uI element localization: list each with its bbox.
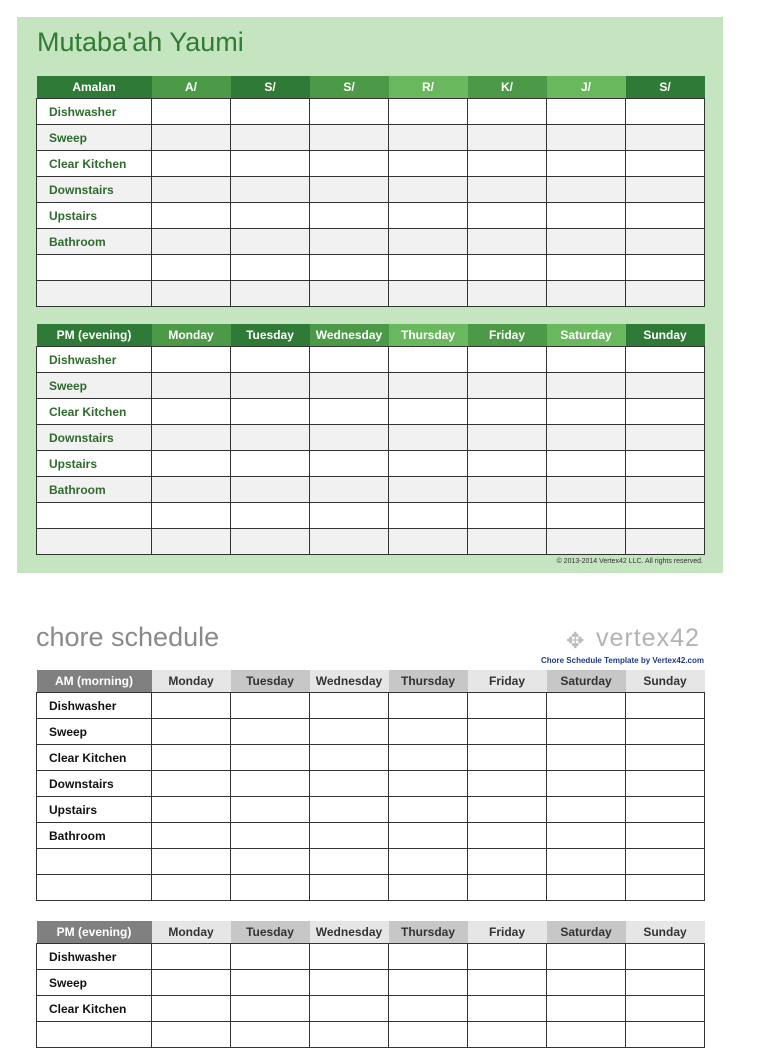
schedule-cell[interactable] (152, 996, 231, 1022)
schedule-cell[interactable] (468, 503, 547, 529)
schedule-cell[interactable] (626, 281, 705, 307)
schedule-cell[interactable] (152, 503, 231, 529)
schedule-cell[interactable] (389, 99, 468, 125)
gray-header-cell: Tuesday (231, 670, 310, 693)
schedule-cell[interactable] (626, 477, 705, 503)
schedule-cell[interactable] (310, 693, 389, 719)
gray-header-cell: Sunday (626, 921, 705, 944)
schedule-cell[interactable] (626, 719, 705, 745)
chore-label: Sweep (37, 125, 152, 151)
gray-header-cell: Wednesday (310, 670, 389, 693)
gray-header-cell: Saturday (547, 670, 626, 693)
green-pm-table (36, 324, 705, 555)
green-schedule-row (37, 425, 705, 451)
schedule-cell[interactable] (152, 255, 231, 281)
schedule-cell[interactable] (468, 425, 547, 451)
schedule-cell[interactable] (547, 373, 626, 399)
gray-header-cell: Saturday (547, 921, 626, 944)
schedule-cell[interactable] (310, 203, 389, 229)
schedule-cell[interactable] (468, 177, 547, 203)
schedule-cell[interactable] (310, 347, 389, 373)
schedule-cell[interactable] (547, 255, 626, 281)
chore-label: Upstairs (37, 203, 152, 229)
schedule-cell[interactable] (231, 229, 310, 255)
schedule-cell[interactable] (389, 823, 468, 849)
schedule-cell[interactable] (231, 1022, 310, 1048)
gray-header-cell: AM (morning) (37, 670, 152, 693)
schedule-cell[interactable] (626, 125, 705, 151)
schedule-cell[interactable] (389, 797, 468, 823)
schedule-cell[interactable] (389, 970, 468, 996)
schedule-cell[interactable] (626, 693, 705, 719)
chore-label (37, 875, 152, 901)
schedule-cell[interactable] (310, 503, 389, 529)
chore-label: Clear Kitchen (37, 151, 152, 177)
schedule-cell[interactable] (547, 347, 626, 373)
schedule-cell[interactable] (310, 255, 389, 281)
gray-schedule-row (37, 797, 705, 823)
schedule-cell[interactable] (547, 1022, 626, 1048)
schedule-cell[interactable] (310, 996, 389, 1022)
chore-label: Clear Kitchen (37, 399, 152, 425)
gray-schedule-row (37, 970, 705, 996)
schedule-cell[interactable] (389, 151, 468, 177)
vertex42-logo: vertex42 (596, 624, 700, 652)
green-header-cell: K/ (468, 76, 547, 99)
schedule-cell[interactable] (547, 771, 626, 797)
green-header-cell: S/ (626, 76, 705, 99)
chore-label: Downstairs (37, 425, 152, 451)
schedule-cell[interactable] (310, 719, 389, 745)
schedule-cell[interactable] (389, 693, 468, 719)
schedule-cell[interactable] (626, 451, 705, 477)
green-schedule-row (37, 399, 705, 425)
chore-label (37, 529, 152, 555)
gray-schedule-row (37, 849, 705, 875)
schedule-cell[interactable] (231, 996, 310, 1022)
green-header-cell: Friday (468, 324, 547, 347)
schedule-cell[interactable] (389, 477, 468, 503)
schedule-cell[interactable] (468, 451, 547, 477)
chore-label: Dishwasher (37, 347, 152, 373)
chore-schedule-title: chore schedule (36, 622, 220, 652)
schedule-cell[interactable] (468, 399, 547, 425)
gray-header-cell: Thursday (389, 921, 468, 944)
schedule-cell[interactable] (152, 281, 231, 307)
schedule-cell[interactable] (468, 347, 547, 373)
schedule-cell[interactable] (310, 229, 389, 255)
green-schedule-row (37, 503, 705, 529)
schedule-cell[interactable] (547, 849, 626, 875)
schedule-cell[interactable] (547, 745, 626, 771)
schedule-cell[interactable] (152, 425, 231, 451)
schedule-cell[interactable] (626, 177, 705, 203)
schedule-cell[interactable] (547, 177, 626, 203)
schedule-cell[interactable] (310, 1022, 389, 1048)
schedule-cell[interactable] (547, 399, 626, 425)
template-link[interactable]: Chore Schedule Template by Vertex42.com (540, 656, 704, 665)
schedule-cell[interactable] (468, 693, 547, 719)
schedule-cell[interactable] (389, 281, 468, 307)
schedule-cell[interactable] (547, 693, 626, 719)
chore-label: Downstairs (37, 771, 152, 797)
green-header-cell: A/ (152, 76, 231, 99)
schedule-cell[interactable] (468, 99, 547, 125)
schedule-cell[interactable] (310, 177, 389, 203)
schedule-cell[interactable] (152, 719, 231, 745)
schedule-cell[interactable] (389, 399, 468, 425)
schedule-cell[interactable] (547, 229, 626, 255)
schedule-cell[interactable] (389, 425, 468, 451)
schedule-cell[interactable] (231, 797, 310, 823)
schedule-cell[interactable] (389, 177, 468, 203)
green-header-cell: Sunday (626, 324, 705, 347)
schedule-cell[interactable] (310, 944, 389, 970)
schedule-cell[interactable] (626, 255, 705, 281)
schedule-cell[interactable] (626, 229, 705, 255)
green-header-cell: Monday (152, 324, 231, 347)
vertex42-logo-icon: ✥ (566, 628, 585, 653)
schedule-cell[interactable] (231, 399, 310, 425)
schedule-cell[interactable] (310, 771, 389, 797)
green-header-cell: R/ (389, 76, 468, 99)
schedule-cell[interactable] (389, 203, 468, 229)
schedule-cell[interactable] (310, 425, 389, 451)
chore-label (37, 1022, 152, 1048)
schedule-cell[interactable] (468, 996, 547, 1022)
schedule-cell[interactable] (310, 745, 389, 771)
schedule-cell[interactable] (547, 151, 626, 177)
schedule-cell[interactable] (310, 125, 389, 151)
schedule-cell[interactable] (547, 99, 626, 125)
green-schedule-row (37, 99, 705, 125)
schedule-cell[interactable] (152, 125, 231, 151)
green-schedule-row (37, 177, 705, 203)
schedule-cell[interactable] (152, 151, 231, 177)
schedule-cell[interactable] (152, 875, 231, 901)
gray-header-cell: PM (evening) (37, 921, 152, 944)
green-header-cell: Wednesday (310, 324, 389, 347)
schedule-cell[interactable] (310, 451, 389, 477)
green-sheet-title: Mutaba'ah Yaumi (37, 27, 244, 57)
schedule-cell[interactable] (310, 99, 389, 125)
schedule-cell[interactable] (547, 823, 626, 849)
gray-header-cell: Friday (468, 921, 547, 944)
gray-header-cell: Monday (152, 670, 231, 693)
schedule-cell[interactable] (152, 823, 231, 849)
schedule-cell[interactable] (389, 745, 468, 771)
schedule-cell[interactable] (231, 425, 310, 451)
schedule-cell[interactable] (310, 399, 389, 425)
chore-label: Bathroom (37, 229, 152, 255)
schedule-cell[interactable] (231, 373, 310, 399)
schedule-cell[interactable] (626, 151, 705, 177)
chore-label: Dishwasher (37, 99, 152, 125)
schedule-cell[interactable] (310, 970, 389, 996)
schedule-cell[interactable] (152, 970, 231, 996)
schedule-cell[interactable] (152, 399, 231, 425)
chore-label: Bathroom (37, 823, 152, 849)
schedule-cell[interactable] (468, 797, 547, 823)
schedule-cell[interactable] (468, 970, 547, 996)
green-schedule-row (37, 255, 705, 281)
schedule-cell[interactable] (152, 849, 231, 875)
schedule-cell[interactable] (468, 823, 547, 849)
schedule-cell[interactable] (468, 229, 547, 255)
schedule-cell[interactable] (468, 944, 547, 970)
gray-schedule-row (37, 745, 705, 771)
schedule-cell[interactable] (626, 399, 705, 425)
gray-header-cell: Tuesday (231, 921, 310, 944)
schedule-cell[interactable] (626, 944, 705, 970)
gray-schedule-row (37, 1022, 705, 1048)
schedule-cell[interactable] (310, 823, 389, 849)
schedule-cell[interactable] (389, 451, 468, 477)
schedule-cell[interactable] (152, 693, 231, 719)
schedule-cell[interactable] (231, 151, 310, 177)
chore-label: Dishwasher (37, 944, 152, 970)
green-schedule-row (37, 203, 705, 229)
schedule-cell[interactable] (626, 797, 705, 823)
schedule-cell[interactable] (468, 373, 547, 399)
gray-pm-table (36, 921, 705, 1048)
schedule-cell[interactable] (547, 944, 626, 970)
gray-schedule-row (37, 693, 705, 719)
schedule-cell[interactable] (389, 771, 468, 797)
schedule-cell[interactable] (152, 1022, 231, 1048)
schedule-cell[interactable] (547, 996, 626, 1022)
schedule-cell[interactable] (231, 203, 310, 229)
gray-am-table (36, 670, 705, 901)
green-schedule-row (37, 529, 705, 555)
schedule-cell[interactable] (389, 996, 468, 1022)
gray-schedule-row (37, 719, 705, 745)
green-schedule-row (37, 229, 705, 255)
schedule-cell[interactable] (231, 719, 310, 745)
schedule-cell[interactable] (626, 875, 705, 901)
green-schedule-row (37, 281, 705, 307)
schedule-cell[interactable] (231, 849, 310, 875)
chore-label (37, 255, 152, 281)
gray-schedule-row (37, 944, 705, 970)
schedule-cell[interactable] (152, 944, 231, 970)
schedule-cell[interactable] (152, 477, 231, 503)
schedule-cell[interactable] (231, 451, 310, 477)
green-header-cell: Amalan (37, 76, 152, 99)
schedule-cell[interactable] (231, 503, 310, 529)
schedule-cell[interactable] (231, 875, 310, 901)
schedule-cell[interactable] (389, 1022, 468, 1048)
chore-label: Upstairs (37, 797, 152, 823)
green-header-cell: PM (evening) (37, 324, 152, 347)
chore-label: Clear Kitchen (37, 745, 152, 771)
chore-label: Downstairs (37, 177, 152, 203)
schedule-cell[interactable] (310, 373, 389, 399)
chore-label: Clear Kitchen (37, 996, 152, 1022)
schedule-cell[interactable] (626, 745, 705, 771)
schedule-cell[interactable] (626, 503, 705, 529)
green-schedule-row (37, 477, 705, 503)
schedule-cell[interactable] (547, 477, 626, 503)
copyright-notice: © 2013-2014 Vertex42 LLC. All rights reserved. (556, 558, 703, 565)
schedule-cell[interactable] (626, 529, 705, 555)
schedule-cell[interactable] (389, 944, 468, 970)
chore-label: Bathroom (37, 477, 152, 503)
schedule-cell[interactable] (389, 373, 468, 399)
schedule-cell[interactable] (152, 745, 231, 771)
schedule-cell[interactable] (231, 529, 310, 555)
schedule-cell[interactable] (626, 373, 705, 399)
green-header-cell: S/ (310, 76, 389, 99)
schedule-cell[interactable] (547, 451, 626, 477)
schedule-cell[interactable] (547, 281, 626, 307)
gray-header-cell: Friday (468, 670, 547, 693)
schedule-cell[interactable] (468, 255, 547, 281)
green-schedule-row (37, 373, 705, 399)
schedule-cell[interactable] (547, 875, 626, 901)
schedule-cell[interactable] (626, 771, 705, 797)
schedule-cell[interactable] (389, 849, 468, 875)
schedule-cell[interactable] (547, 797, 626, 823)
gray-schedule-row (37, 875, 705, 901)
schedule-cell[interactable] (468, 875, 547, 901)
chore-label (37, 281, 152, 307)
green-schedule-row (37, 347, 705, 373)
schedule-cell[interactable] (310, 875, 389, 901)
schedule-cell[interactable] (231, 693, 310, 719)
green-header-cell: Saturday (547, 324, 626, 347)
schedule-cell[interactable] (468, 719, 547, 745)
schedule-cell[interactable] (626, 1022, 705, 1048)
gray-header-cell: Wednesday (310, 921, 389, 944)
schedule-cell[interactable] (231, 125, 310, 151)
schedule-cell[interactable] (152, 229, 231, 255)
gray-header-cell: Monday (152, 921, 231, 944)
schedule-cell[interactable] (547, 425, 626, 451)
schedule-cell[interactable] (626, 203, 705, 229)
green-schedule-row (37, 451, 705, 477)
green-header-cell: S/ (231, 76, 310, 99)
schedule-cell[interactable] (310, 477, 389, 503)
schedule-cell[interactable] (152, 177, 231, 203)
schedule-cell[interactable] (231, 255, 310, 281)
gray-schedule-row (37, 771, 705, 797)
schedule-cell[interactable] (547, 719, 626, 745)
schedule-cell[interactable] (310, 849, 389, 875)
schedule-cell[interactable] (231, 177, 310, 203)
schedule-cell[interactable] (468, 529, 547, 555)
schedule-cell[interactable] (626, 996, 705, 1022)
schedule-cell[interactable] (152, 797, 231, 823)
schedule-cell[interactable] (231, 347, 310, 373)
schedule-cell[interactable] (231, 99, 310, 125)
schedule-cell[interactable] (547, 503, 626, 529)
green-header-cell: Tuesday (231, 324, 310, 347)
schedule-cell[interactable] (547, 125, 626, 151)
schedule-cell[interactable] (468, 745, 547, 771)
schedule-cell[interactable] (468, 477, 547, 503)
schedule-cell[interactable] (389, 229, 468, 255)
chore-label (37, 503, 152, 529)
chore-label (37, 849, 152, 875)
schedule-cell[interactable] (468, 771, 547, 797)
schedule-cell[interactable] (626, 99, 705, 125)
schedule-cell[interactable] (231, 944, 310, 970)
schedule-cell[interactable] (152, 347, 231, 373)
schedule-cell[interactable] (468, 849, 547, 875)
schedule-cell[interactable] (389, 719, 468, 745)
schedule-cell[interactable] (152, 203, 231, 229)
schedule-cell[interactable] (468, 1022, 547, 1048)
schedule-cell[interactable] (231, 745, 310, 771)
schedule-cell[interactable] (547, 529, 626, 555)
green-schedule-row (37, 151, 705, 177)
gray-header-cell: Sunday (626, 670, 705, 693)
schedule-cell[interactable] (468, 281, 547, 307)
schedule-cell[interactable] (389, 347, 468, 373)
schedule-cell[interactable] (152, 373, 231, 399)
schedule-cell[interactable] (626, 347, 705, 373)
schedule-cell[interactable] (231, 823, 310, 849)
schedule-cell[interactable] (468, 125, 547, 151)
schedule-cell[interactable] (152, 99, 231, 125)
schedule-cell[interactable] (152, 529, 231, 555)
schedule-cell[interactable] (152, 451, 231, 477)
chore-label: Sweep (37, 970, 152, 996)
schedule-cell[interactable] (626, 425, 705, 451)
schedule-cell[interactable] (626, 849, 705, 875)
schedule-cell[interactable] (389, 255, 468, 281)
schedule-cell[interactable] (389, 503, 468, 529)
gray-schedule-row (37, 996, 705, 1022)
green-am-table (36, 76, 705, 307)
schedule-cell[interactable] (468, 151, 547, 177)
chore-label: Upstairs (37, 451, 152, 477)
chore-label: Sweep (37, 719, 152, 745)
schedule-cell[interactable] (152, 771, 231, 797)
chore-label: Dishwasher (37, 693, 152, 719)
schedule-cell[interactable] (547, 203, 626, 229)
schedule-cell[interactable] (626, 823, 705, 849)
schedule-cell[interactable] (231, 771, 310, 797)
schedule-cell[interactable] (547, 970, 626, 996)
chore-label: Sweep (37, 373, 152, 399)
schedule-cell[interactable] (310, 797, 389, 823)
schedule-cell[interactable] (389, 875, 468, 901)
schedule-cell[interactable] (310, 281, 389, 307)
green-schedule-row (37, 125, 705, 151)
gray-header-cell: Thursday (389, 670, 468, 693)
schedule-cell[interactable] (389, 125, 468, 151)
schedule-cell[interactable] (231, 970, 310, 996)
schedule-cell[interactable] (310, 151, 389, 177)
green-header-cell: J/ (547, 76, 626, 99)
gray-schedule-row (37, 823, 705, 849)
schedule-cell[interactable] (468, 203, 547, 229)
schedule-cell[interactable] (389, 529, 468, 555)
schedule-cell[interactable] (626, 970, 705, 996)
schedule-cell[interactable] (231, 477, 310, 503)
schedule-cell[interactable] (310, 529, 389, 555)
green-header-cell: Thursday (389, 324, 468, 347)
schedule-cell[interactable] (231, 281, 310, 307)
